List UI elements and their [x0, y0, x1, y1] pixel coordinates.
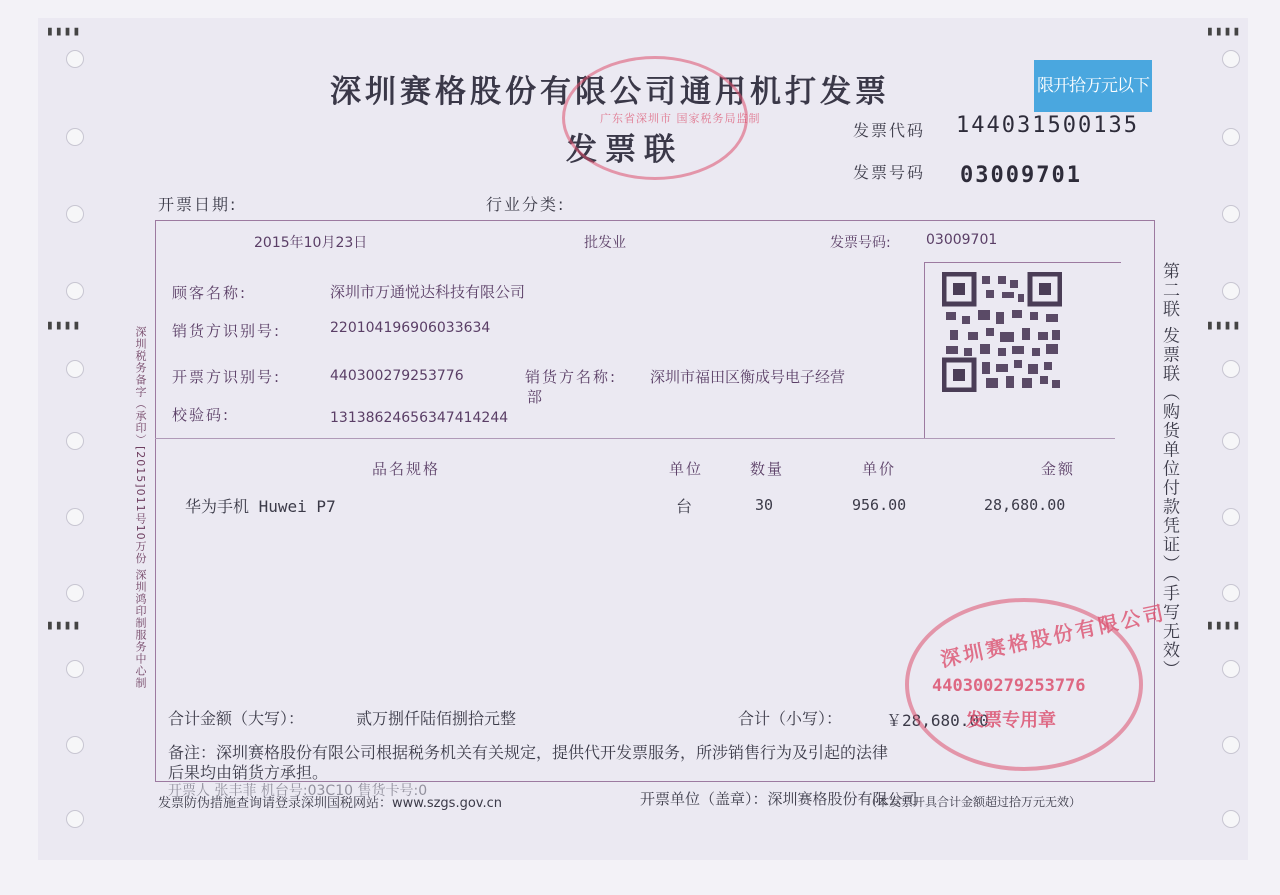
item-unit: 台 — [676, 497, 693, 516]
col-header-price: 单价 — [862, 460, 897, 478]
invoice-code-value: 144031500135 — [956, 113, 1139, 138]
seller-name-continued: 部 — [527, 388, 543, 406]
feed-hole — [66, 810, 84, 828]
issuer-unit-text: 开票单位（盖章）：深圳赛格股份有限公司 — [640, 790, 918, 808]
feed-hole — [66, 50, 84, 68]
feed-hole — [1222, 660, 1240, 678]
feed-hole — [1222, 736, 1240, 754]
feed-hole — [66, 508, 84, 526]
remark-line-1: 备注：深圳赛格股份有限公司根据税务机关有关规定，提供代开发票服务，所涉销售行为及引起的法律 — [168, 743, 889, 762]
invoice-number-label: 发票号码 — [853, 163, 926, 182]
seller-name-value: 深圳市福田区衡成号电子经营 — [650, 368, 846, 386]
check-code-label: 校验码: — [172, 406, 231, 424]
qr-code-icon — [942, 272, 1062, 392]
feed-hole — [66, 736, 84, 754]
feed-hole — [1222, 508, 1240, 526]
feed-hole — [1222, 360, 1240, 378]
item-price: 956.00 — [852, 496, 907, 514]
perforation-mark: ▮▮▮▮ — [46, 318, 82, 333]
buyer-id-label: 销货方识别号: — [172, 322, 282, 340]
total-lower-label: 合计（小写）： — [738, 709, 843, 728]
perforation-mark: ▮▮▮▮ — [1206, 24, 1242, 39]
col-header-qty: 数量 — [750, 460, 785, 478]
feed-hole — [1222, 205, 1240, 223]
feed-hole — [66, 205, 84, 223]
feed-hole — [1222, 50, 1240, 68]
feed-hole — [66, 360, 84, 378]
item-amount: 28,680.00 — [984, 496, 1066, 514]
limit-badge: 限开拾万元以下 — [1034, 60, 1152, 112]
col-header-unit: 单位 — [669, 460, 704, 478]
issuer-id-value: 440300279253776 — [330, 368, 464, 384]
copy-designation: 第二联 发票联（购货单位付款凭证）（手写无效） — [1159, 262, 1179, 679]
check-code-value: 13138624656347414244 — [330, 410, 509, 426]
feed-hole — [1222, 584, 1240, 602]
feed-hole — [1222, 282, 1240, 300]
perforation-mark: ▮▮▮▮ — [46, 618, 82, 633]
feed-hole — [66, 584, 84, 602]
perforation-mark: ▮▮▮▮ — [1206, 318, 1242, 333]
item-qty: 30 — [755, 496, 774, 514]
table-divider — [155, 438, 1115, 439]
seller-name-label: 销货方名称: — [525, 368, 618, 386]
remark-line-2: 后果均由销货方承担。 — [168, 763, 329, 782]
validity-note: （本发票开具合计金额超过拾万元无效） — [865, 795, 1082, 809]
invoice-number-value: 03009701 — [960, 163, 1082, 188]
printed-invoice-no: 03009701 — [926, 232, 998, 248]
perforation-mark: ▮▮▮▮ — [46, 24, 82, 39]
industry-label: 行业分类: — [486, 195, 566, 214]
invoice-seal-number: 440300279253776 — [932, 676, 1086, 696]
customer-label: 顾客名称: — [172, 284, 248, 302]
issuer-info-partial: 开票人 张丰菲 机台号:03C10 售货卡号:0 — [168, 783, 428, 799]
total-upper-label: 合计金额（大写）： — [168, 709, 305, 728]
col-header-amount: 金额 — [1041, 460, 1076, 478]
invoice-code-label: 发票代码 — [853, 121, 926, 140]
col-header-name: 品名规格 — [372, 460, 441, 478]
feed-hole — [1222, 128, 1240, 146]
invoice-seal-company: 深圳赛格股份有限公司 — [938, 600, 1169, 672]
issuer-id-label: 开票方识别号: — [172, 368, 282, 386]
total-upper-value: 贰万捌仟陆佰捌拾元整 — [356, 709, 517, 728]
antifake-query-text: 发票防伪措施查询请登录深圳国税网站：www.szgs.gov.cn — [158, 796, 502, 811]
invoice-seal-type: 发票专用章 — [966, 710, 1056, 731]
feed-hole — [1222, 432, 1240, 450]
feed-hole — [66, 128, 84, 146]
item-name: 华为手机 Huwei P7 — [185, 497, 336, 516]
issue-date-label: 开票日期: — [158, 195, 238, 214]
feed-hole — [66, 432, 84, 450]
issue-date-value: 2015年10月23日 — [254, 235, 368, 251]
invoice-title: 深圳赛格股份有限公司通用机打发票 — [330, 74, 890, 110]
industry-value: 批发业 — [584, 235, 626, 251]
total-lower-value: ￥28,680.00 — [886, 711, 989, 730]
left-printing-note: 深圳税务备字（承印）[2015]011号10万份 深圳鸿印制服务中心制 — [134, 326, 147, 690]
tax-bureau-seal-text: 广东省深圳市 国家税务局监制 — [600, 112, 761, 125]
invoice-copy-name: 发票联 — [566, 132, 683, 168]
feed-hole — [1222, 810, 1240, 828]
feed-hole — [66, 282, 84, 300]
feed-hole — [66, 660, 84, 678]
buyer-id-value: 220104196906033634 — [330, 320, 491, 336]
printed-invoice-no-label: 发票号码: — [830, 235, 891, 251]
customer-value: 深圳市万通悦达科技有限公司 — [330, 283, 526, 301]
perforation-mark: ▮▮▮▮ — [1206, 618, 1242, 633]
